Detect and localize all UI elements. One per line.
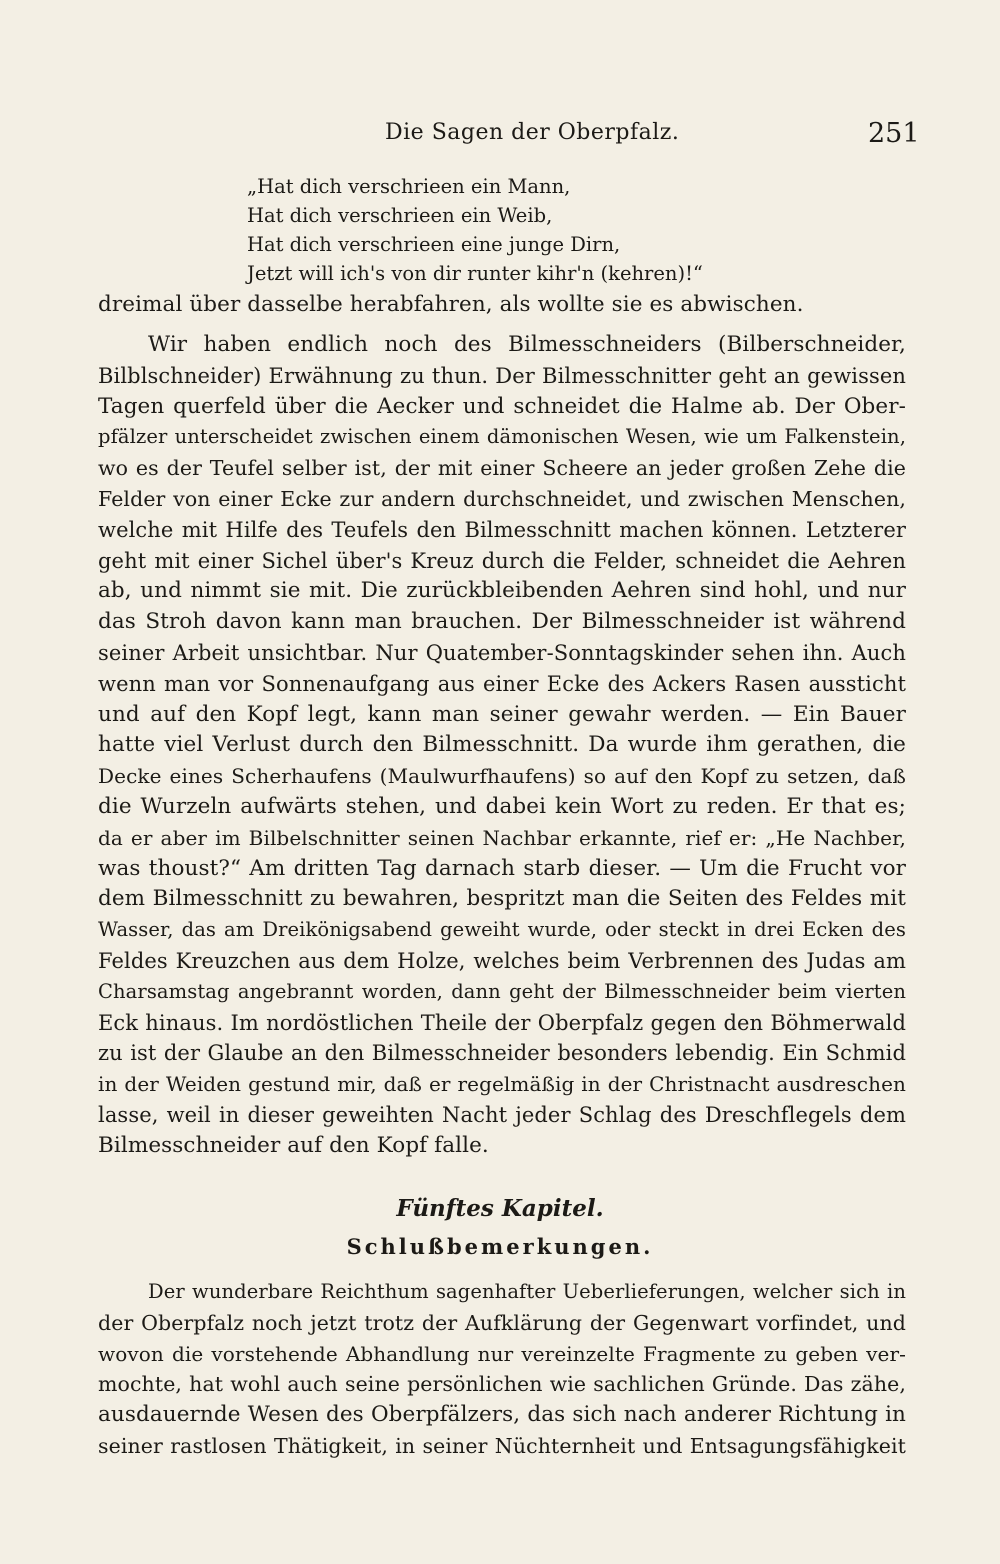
text-line: wovon die vorstehende Abhandlung nur vereinzelte Fragmente zu geben ver-	[98, 1341, 906, 1366]
text-line: wenn man vor Sonnenaufgang aus einer Ecke des Ackers Rasen aussticht	[98, 671, 906, 696]
text-line: dreimal über dasselbe herabfahren, als wollte sie es abwischen.	[98, 292, 804, 317]
text-line: Charsamstag angebrannt worden, dann geht der Bilmesschneider beim vierten	[98, 979, 906, 1003]
text-line: Feldes Kreuzchen aus dem Holze, welches beim Verbrennen des Judas am	[98, 948, 906, 973]
text-line: das Stroh davon kann man brauchen. Der Bilmesschneider ist während	[98, 609, 906, 635]
text-line: und auf den Kopf legt, kann man seiner gewahr werden. — Ein Bauer	[98, 701, 906, 727]
text-line: seiner rastlosen Thätigkeit, in seiner Nüchternheit und Entsagungsfähigkeit	[98, 1433, 906, 1458]
verse-line: Jetzt will ich's von dir runter kihr'n (kehren)!“	[247, 262, 703, 285]
text-line: Bilblschneider) Erwähnung zu thun. Der Bilmesschnitter geht an gewissen	[98, 363, 906, 388]
paragraph-bilmesschneider	[98, 330, 906, 1162]
paragraph-conclusion	[98, 1277, 906, 1462]
text-line: ab, und nimmt sie mit. Die zurückbleibenden Aehren sind hohl, und nur	[98, 578, 906, 604]
verse-block	[247, 172, 807, 288]
text-line: in der Weiden gestund mir, daß er regelmäßig in der Christnacht ausdreschen	[98, 1072, 906, 1097]
text-line: Der wunderbare Reichthum sagenhafter Ueberlieferungen, welcher sich in	[148, 1280, 906, 1303]
chapter-title: Fünftes Kapitel.	[396, 1195, 604, 1222]
verse-line: Hat dich verschrieen eine junge Dirn,	[247, 233, 621, 256]
text-line: Decke eines Scherhaufens (Maulwurfhaufens) so auf den Kopf zu setzen, daß	[98, 764, 906, 789]
text-line: mochte, hat wohl auch seine persönlichen wie sachlichen Gründe. Das zähe,	[98, 1372, 906, 1397]
text-line: lasse, weil in dieser geweihten Nacht jeder Schlag des Dreschflegels dem	[98, 1102, 906, 1127]
text-line: der Oberpfalz noch jetzt trotz der Aufklärung der Gegenwart vorfindet, und	[98, 1310, 906, 1335]
text-line: zu ist der Glaube an den Bilmesschneider besonders lebendig. Ein Schmid	[98, 1041, 906, 1066]
text-line: wo es der Teufel selber ist, der mit einer Scheere an jeder großen Zehe die	[98, 456, 906, 481]
verse-line: Hat dich verschrieen ein Weib,	[247, 204, 553, 227]
text-line: ausdauernde Wesen des Oberpfälzers, das sich nach anderer Richtung in	[98, 1402, 906, 1428]
page-number: 251	[868, 118, 920, 149]
text-line: da er aber im Bilbelschnitter seinen Nachbar erkannte, rief er: „He Nachber,	[98, 825, 906, 850]
text-line: geht mit einer Sichel über's Kreuz durch die Felder, schneidet die Aehren	[98, 548, 906, 573]
text-line: die Wurzeln aufwärts stehen, und dabei kein Wort zu reden. Er that es;	[98, 793, 906, 819]
text-line: Felder von einer Ecke zur andern durchschneidet, und zwischen Menschen,	[98, 486, 906, 511]
text-line: seiner Arbeit unsichtbar. Nur Quatember-Sonntagskinder sehen ihn. Auch	[98, 640, 906, 665]
text-line: dem Bilmesschnitt zu bewahren, bespritzt man die Seiten des Feldes mit	[98, 886, 906, 912]
text-line: Bilmesschneider auf den Kopf falle.	[98, 1132, 489, 1158]
paragraph-continuation	[98, 290, 906, 321]
text-line: Eck hinaus. Im nordöstlichen Theile der Oberpfalz gegen den Böhmerwald	[98, 1010, 906, 1035]
section-title: Schlußbemerkungen.	[346, 1234, 654, 1259]
text-line: Wir haben endlich noch des Bilmesschneiders (Bilberschneider,	[148, 332, 906, 357]
verse-line: „Hat dich verschrieen ein Mann,	[247, 175, 571, 198]
text-line: was thoust?“ Am dritten Tag darnach starb dieser. — Um die Frucht vor	[98, 855, 906, 881]
running-head: Die Sagen der Oberpfalz.	[385, 120, 680, 145]
text-line: hatte viel Verlust durch den Bilmesschnitt. Da wurde ihm gerathen, die	[98, 732, 906, 758]
text-line: Wasser, das am Dreikönigsabend geweiht wurde, oder steckt in drei Ecken des	[98, 918, 906, 942]
text-line: Tagen querfeld über die Aecker und schneidet die Halme ab. Der Ober-	[98, 393, 906, 419]
text-line: welche mit Hilfe des Teufels den Bilmesschnitt machen können. Letzterer	[98, 517, 906, 542]
text-line: pfälzer unterscheidet zwischen einem dämonischen Wesen, wie um Falkenstein,	[98, 425, 906, 449]
